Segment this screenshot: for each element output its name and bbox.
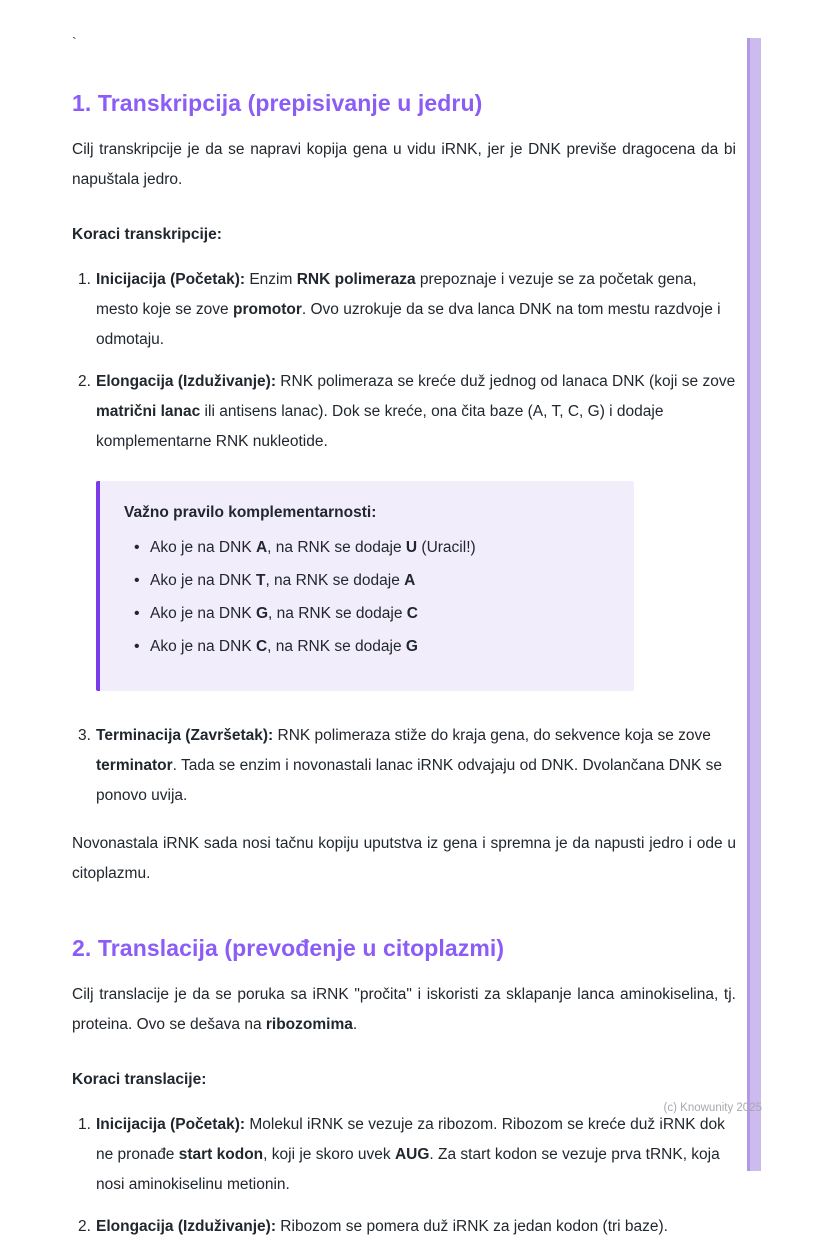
section-1-steps-label: Koraci transkripcije:: [72, 226, 222, 243]
callout-bullet-item: • Ako je na DNK G, na RNK se dodaje C: [124, 599, 610, 629]
callout-bullet-item: • Ako je na DNK T, na RNK se dodaje A: [124, 566, 610, 596]
footer-credit: (c) Knowunity 2025: [663, 1102, 762, 1114]
document-content: [72, 0, 736, 1254]
list-text: Elongacija (Izduživanje): Ribozom se pomera duž iRNK za jedan kodon (tri baze).: [96, 1218, 668, 1235]
section-1-heading: 1. Transkripcija (prepisivanje u jedru): [72, 90, 483, 116]
list-item: [78, 721, 736, 811]
callout-bullet-item: • Ako je na DNK C, na RNK se dodaje G: [124, 632, 610, 662]
callout-bullet-item: • Ako je na DNK A, na RNK se dodaje U (Uracil!): [124, 533, 610, 563]
page-edge-stripe: [747, 38, 761, 1171]
list-text: Terminacija (Završetak): RNK polimeraza stiže do kraja gena, do sekvence koja se zove terminator. Tada se enzim i novonastali lanac iRNK odvajaju od DNK. Dvolančana DNK se ponovo uvija.: [96, 727, 723, 804]
list-number: 1.: [78, 1116, 91, 1133]
list-number: 2.: [78, 1218, 91, 1235]
callout-title: Važno pravilo komplementarnosti:: [124, 504, 377, 521]
transcription-steps-list: [72, 265, 736, 457]
list-number: 1.: [78, 271, 91, 288]
stray-backtick: `: [72, 34, 77, 50]
transcription-steps-list-continued: [72, 721, 736, 811]
list-text: Elongacija (Izduživanje): RNK polimeraza se kreće duž jednog od lanaca DNK (koji se zove matrični lanac ili antisens lanac). Dok se kreće, ona čita baze (A, T, C, G) i dodaje komplementarne RNK nukleotide.: [96, 373, 736, 450]
complementarity-rule-callout: [96, 481, 634, 691]
translation-steps-list: [72, 1110, 736, 1242]
list-item: [78, 367, 736, 457]
list-item: [78, 265, 736, 355]
section-1-intro-paragraph: Cilj transkripcije je da se napravi kopija gena u vidu iRNK, jer je DNK previše dragocena da bi napuštala jedro.: [72, 141, 736, 188]
callout-bullet-list: [124, 533, 610, 662]
list-number: 3.: [78, 727, 91, 744]
list-number: 2.: [78, 373, 91, 390]
list-item: [78, 1212, 736, 1242]
section-2-heading: 2. Translacija (prevođenje u citoplazmi): [72, 935, 505, 961]
list-text: Inicijacija (Početak): Enzim RNK polimeraza prepoznaje i vezuje se za početak gena, mesto koje se zove promotor. Ovo uzrokuje da se dva lanca DNK na tom mestu razdvoje i odmotaju.: [96, 271, 721, 348]
section-1-outro-paragraph: Novonastala iRNK sada nosi tačnu kopiju uputstva iz gena i spremna je da napusti jedro i ode u citoplazmu.: [72, 835, 736, 882]
section-2-intro-paragraph: Cilj translacije je da se poruka sa iRNK "pročita" i iskoristi za sklapanje lanca aminokiselina, tj. proteina. Ovo se dešava na ribozomima.: [72, 986, 736, 1033]
list-item: [78, 1110, 736, 1200]
section-2-steps-label: Koraci translacije:: [72, 1071, 207, 1088]
list-text: Inicijacija (Početak): Molekul iRNK se vezuje za ribozom. Ribozom se kreće duž iRNK dok ne pronađe start kodon, koji je skoro uvek AUG. Za start kodon se vezuje prva tRNK, koja nosi aminokiselinu metionin.: [96, 1116, 725, 1193]
